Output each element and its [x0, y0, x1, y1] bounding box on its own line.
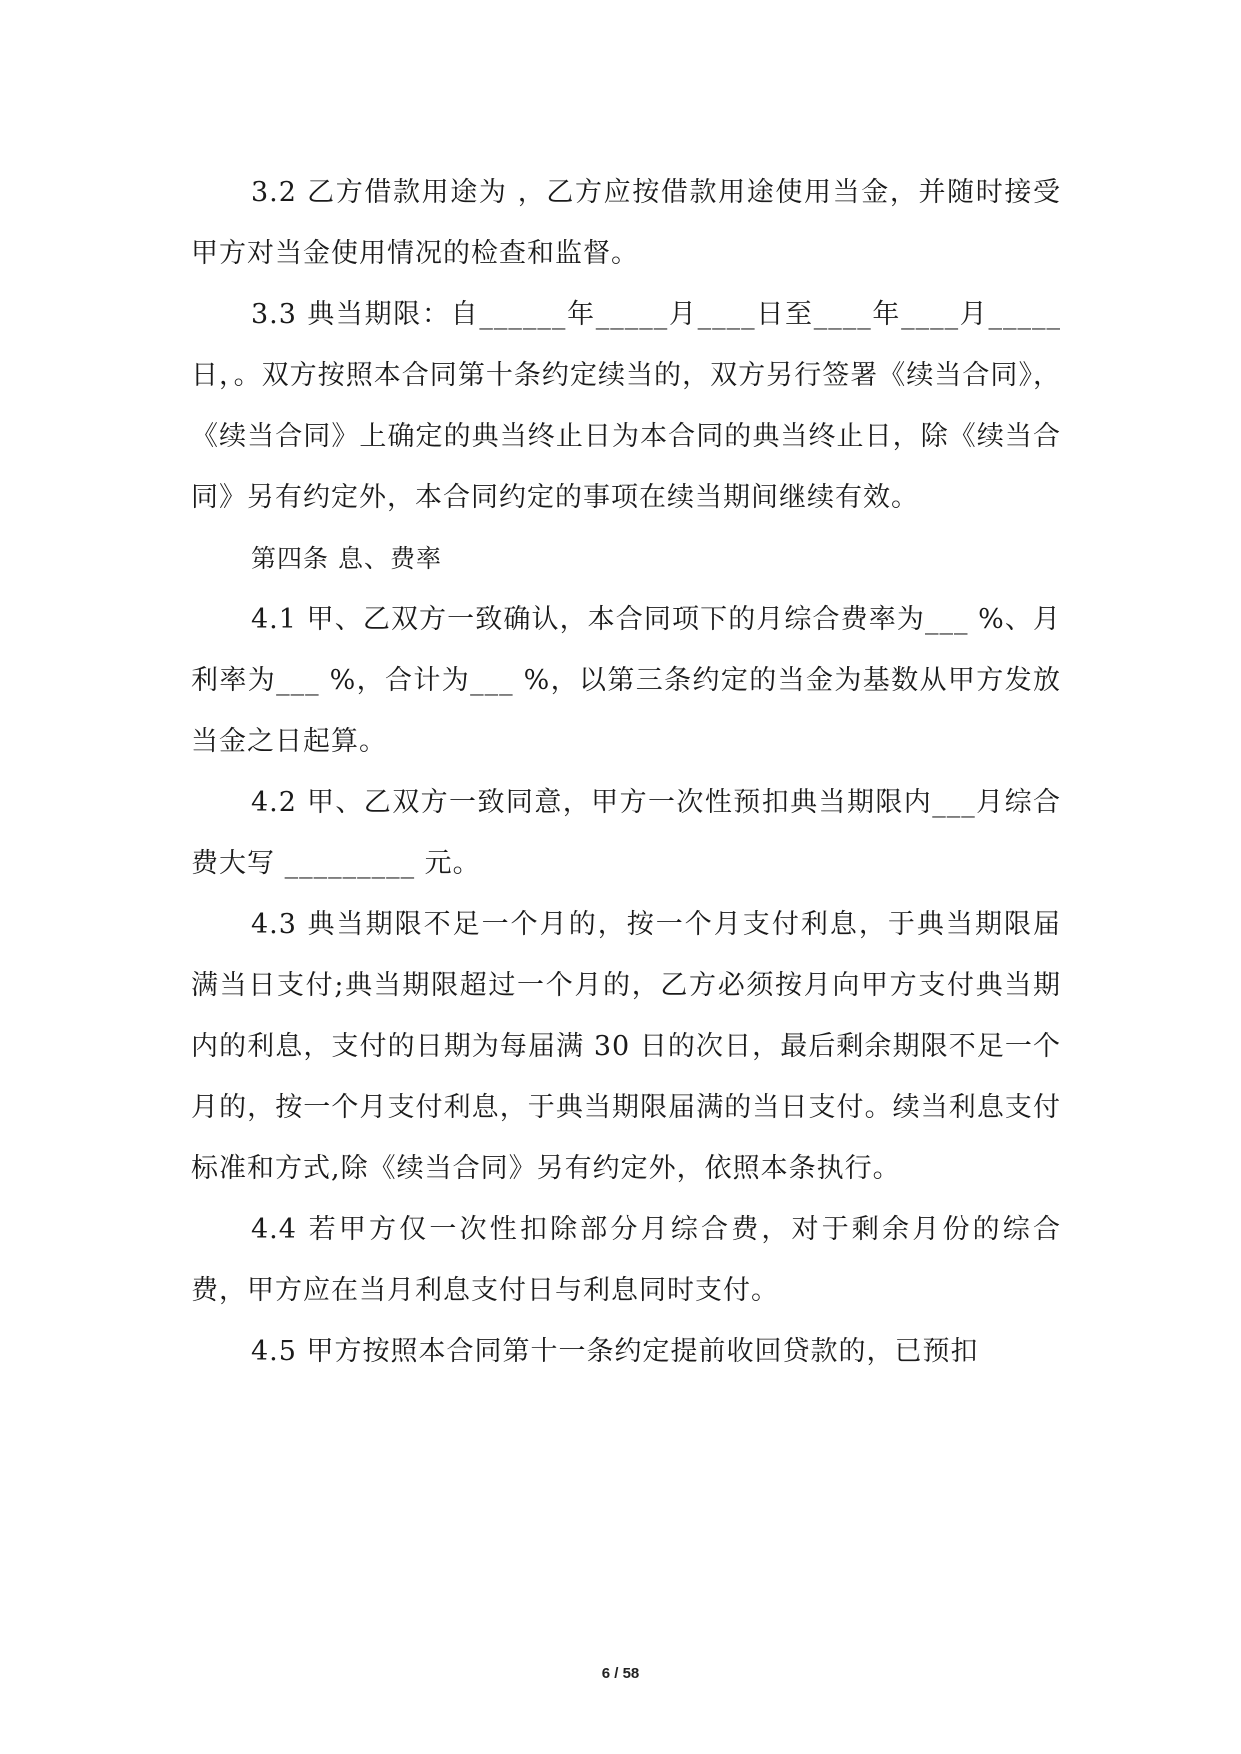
paragraph-4-2: 4.2 甲、乙双方一致同意，甲方一次性预扣典当期限内___月综合费大写 _________ 元。 [191, 787, 1061, 879]
paragraph-4-4: 4.4 若甲方仅一次性扣除部分月综合费，对于剩余月份的综合费，甲方应在当月利息支付日与利息同时支付。 [191, 1214, 1061, 1306]
paragraph-3-2: 3.2 乙方借款用途为 ，乙方应按借款用途使用当金，并随时接受甲方对当金使用情况的检查和监督。 [191, 177, 1061, 269]
paragraph-4-3: 4.3 典当期限不足一个月的，按一个月支付利息，于典当期限届满当日支付;典当期限超过一个月的，乙方必须按月向甲方支付典当期内的利息，支付的日期为每届满 30 日的次日，最后剩余期限不足一个月的，按一个月支付利息，于典当期限届满的当日支付。续当利息支付标准和方式,除《续当合同》另有约定外，依照本条执行。 [191, 909, 1061, 1184]
paragraph-3-3: 3.3 典当期限：自______年_____月____日至____年____月_____日，。双方按照本合同第十条约定续当的，双方另行签署《续当合同》，《续当合同》上确定的典当终止日为本合同的典当终止日，除《续当合同》另有约定外，本合同约定的事项在续当期间继续有效。 [191, 299, 1061, 513]
page-number: 6 / 58 [601, 1665, 640, 1682]
paragraph-4-1: 4.1 甲、乙双方一致确认，本合同项下的月综合费率为___ %、月利率为___ %，合计为___ %，以第三条约定的当金为基数从甲方发放当金之日起算。 [191, 604, 1061, 757]
document-body [191, 162, 1061, 1382]
paragraph-4-5: 4.5 甲方按照本合同第十一条约定提前收回贷款的，已预扣 [251, 1336, 979, 1367]
article-4-heading: 第四条 息、费率 [251, 544, 442, 573]
